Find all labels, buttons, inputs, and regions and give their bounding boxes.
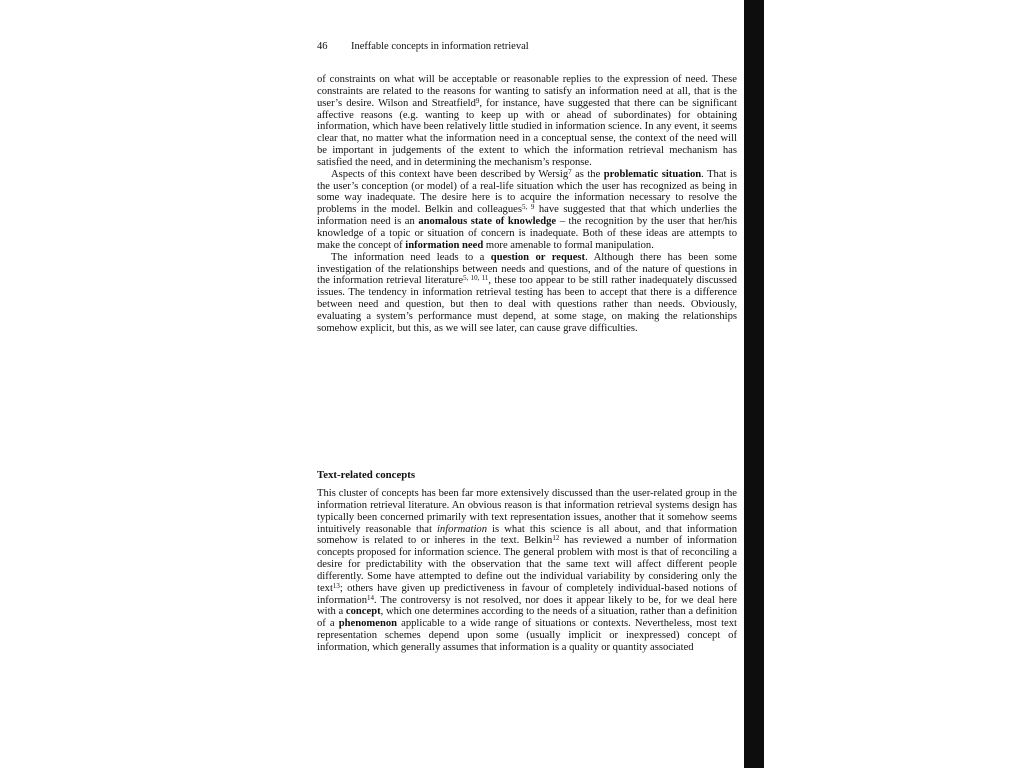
italic-term: information	[436, 523, 488, 535]
reference-number: 7	[568, 167, 572, 176]
running-title: Ineffable concepts in information retrieval	[351, 41, 529, 52]
bold-term: question or request	[490, 251, 586, 263]
bold-term: concept	[345, 606, 381, 618]
reference-number: 5, 9	[521, 203, 535, 212]
reference-number: 14	[367, 593, 375, 602]
bold-term: problematic situation	[603, 168, 702, 180]
page-number: 46	[317, 41, 328, 52]
running-header	[317, 41, 529, 53]
section-paragraph: This cluster of concepts has been far more extensively discussed than the user-related group in the information retrieval literature. An obvious reason is that information retrieval systems design has typically been concerned primarily with text representation issues, another that it somehow seems intuitively reasonable that information is what this science is all about, and that information somehow is related to or inheres in the text. Belkin$^{12}$ has reviewed a number of information concepts proposed for information science. The general problem with most is that of reconciling a desire for predictability with the observation that the same text will affect different people differently. Some have attempted to define out the individual variability by considering only the text$^{13}$; others have given up predictiveness in favour of completely individual-based notions of information$^{14}$. The controversy is not resolved, nor does it appear likely to be, for we deal here with a concept, which one determines according to the needs of a situation, rather than a definition of a phenomenon applicable to a wide range of situations or contexts. Nevertheless, most text representation schemes depend upon some (usually implicit or inexpressed) concept of information, which generally assumes that information is a quality or quantity associated	[317, 488, 737, 653]
bold-term: information need	[405, 239, 484, 251]
book-page	[317, 0, 737, 768]
scan-edge	[744, 0, 764, 768]
paragraph-2: Aspects of this context have been described by Wersig$^7$ as the problematic situation. That is the user’s conception (or model) of a real-life situation which the user has recognized as being in some way inadequate. The desire here is to acquire the information necessary to resolve the problems in the model. Belkin and colleagues$^{5, 9}$ have suggested that that which underlies the information need is an anomalous state of knowledge – the recognition by the user that her/his knowledge of a topic or situation of concern is inadequate. Both of these ideas are attempts to make the concept of information need more amenable to formal manipulation.	[317, 167, 738, 251]
reference-number: 13	[332, 581, 340, 590]
paragraph-3: The information need leads to a question or request. Although there has been some investigation of the relationships between needs and questions, and of the nature of questions in the information retrieval literature$^{5, 10, 11}$, these too appear to be still rather inadequately discussed issues. The tendency in information retrieval testing has been to accept that there is a difference between need and question, but then to deal with questions rather than needs. Obviously, evaluating a system’s performance must depend, at some stage, on making the relationships somehow explicit, but this, as we will see later, can cause grave difficulties.	[317, 251, 737, 334]
reference-number: 9	[475, 96, 480, 105]
bold-term: phenomenon	[338, 618, 398, 630]
reference-number: 12	[552, 534, 560, 543]
section-heading: Text-related concepts	[317, 469, 416, 481]
reference-number: 5, 10, 11	[463, 274, 489, 283]
bold-term: anomalous state of knowledge	[418, 216, 557, 228]
paragraph-1: of constraints on what will be acceptable or reasonable replies to the expression of need. These constraints are related to the reasons for wanting to satisfy an information need at all, that is the user’s desire. Wilson and Streatfield$^9$, for instance, have suggested that there can be significant affective reasons (e.g. wanting to keep up with or ahead of subordinates) for obtaining information, which have been relatively little studied in information science. In any event, it seems clear that, no matter what the information need in a conceptual sense, the context of the need will be important in judgements of the extent to which the information retrieval mechanism has satisfied the need, and in determining the mechanism’s response.	[317, 74, 737, 168]
body-text-lower	[317, 488, 737, 654]
body-text-upper	[317, 74, 737, 335]
